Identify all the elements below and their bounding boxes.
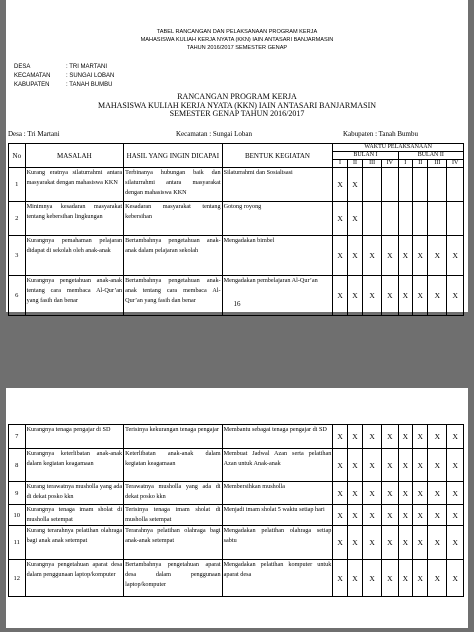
week-mark: X [382, 276, 399, 316]
cell-hasil: Keterlibatan anak-anak dalam kegiatan keagamaan [124, 449, 223, 482]
week-header: III [428, 160, 447, 168]
location-kabupaten: Kabupaten : Tanah Bumbu [343, 130, 419, 138]
week-mark: X [333, 449, 347, 482]
cell-hasil: Terarahnya pelatihan olahraga bagi anak-anak setempat [124, 526, 223, 560]
week-mark: X [428, 425, 447, 449]
week-header: III [363, 160, 382, 168]
week-mark: X [363, 526, 382, 560]
week-mark: X [428, 236, 447, 276]
cell-masalah: Kurangnya pengetahuan aparat desa dalam penggunaan laptop/komputer [25, 560, 124, 597]
week-mark: X [413, 560, 428, 597]
week-mark: X [398, 505, 412, 526]
col-header-bulan-1: BULAN I [333, 152, 398, 160]
table-row [9, 202, 464, 236]
meta-key: KECAMATAN [14, 73, 51, 79]
table-row [9, 276, 464, 316]
header-line-2: MAHASISWA KULIAH KERJA NYATA (KKN) IAIN ANTASARI BANJARMASIN [140, 37, 334, 43]
week-mark: X [382, 449, 399, 482]
week-mark: X [413, 526, 428, 560]
row-number: 3 [9, 236, 26, 276]
cell-masalah: Kurangnya keterlibatan anak-anak dalam kegiatan keagamaan [25, 449, 124, 482]
week-mark: X [447, 526, 464, 560]
meta-kecamatan [14, 72, 114, 81]
cell-hasil: Terisinya kekurangan tenaga pengajar [124, 425, 223, 449]
cell-bentuk: Membersihkan musholla [222, 482, 333, 505]
week-mark: X [398, 560, 412, 597]
table-row [9, 425, 464, 449]
week-mark: X [347, 202, 362, 236]
document-header [6, 28, 468, 52]
week-mark: X [428, 526, 447, 560]
table-row [9, 236, 464, 276]
table-row [9, 449, 464, 482]
cell-bentuk: Mengadakan bimbel [222, 236, 333, 276]
col-header-waktu: WAKTU PELAKSANAAN [333, 144, 464, 152]
col-header-bentuk: BENTUK KEGIATAN [222, 144, 333, 168]
cell-masalah: Kurangnya pengetahuan anak-anak tentang cara membaca Al-Qur’an yang fasih dan benar [25, 276, 124, 316]
cell-masalah: Kurang terarahnya pelatihan olahraga bagi anak anak setempat [25, 526, 124, 560]
week-mark: X [333, 560, 347, 597]
week-mark: X [363, 505, 382, 526]
cell-masalah: Kurangnya tenaga pengajar di SD [25, 425, 124, 449]
week-mark: X [347, 236, 362, 276]
meta-key: DESA [14, 64, 31, 70]
week-mark: X [363, 560, 382, 597]
week-mark: X [347, 276, 362, 316]
week-mark [398, 202, 412, 236]
meta-value: : TANAH BUMBU [66, 82, 113, 88]
col-header-bulan-2: BULAN II [398, 152, 463, 160]
week-mark: X [333, 482, 347, 505]
meta-kabupaten [14, 81, 114, 90]
week-mark: X [398, 276, 412, 316]
week-mark: X [333, 168, 347, 202]
week-mark [428, 168, 447, 202]
cell-hasil: Bertambahnya pengetahuan anak-anak tentang cara membaca Al-Qur’an yang fasih dan benar [124, 276, 223, 316]
week-mark [413, 202, 428, 236]
week-mark: X [413, 449, 428, 482]
meta-value: : TRI MARTANI [66, 64, 108, 70]
cell-bentuk: Menjadi imam sholat 5 waktu setiap hari [222, 505, 333, 526]
row-number: 6 [9, 276, 26, 316]
week-header: I [398, 160, 412, 168]
page-sheet-1 [6, 0, 468, 312]
cell-bentuk: Silaturrahmi dan Sosialisasi [222, 168, 333, 202]
week-mark: X [347, 526, 362, 560]
cell-hasil: Bertambahnya pengetahuan aparat desa dalam penggunaan laptop/komputer [124, 560, 223, 597]
week-mark: X [413, 425, 428, 449]
week-mark: X [428, 560, 447, 597]
cell-bentuk: Membantu sebagai tenaga pengajar di SD [222, 425, 333, 449]
cell-masalah: Kurang eratnya silaturrahmi antara masyarakat dengan mahasiswa KKN [25, 168, 124, 202]
week-mark: X [333, 526, 347, 560]
week-mark: X [398, 425, 412, 449]
week-mark [447, 168, 464, 202]
week-mark: X [363, 425, 382, 449]
week-mark: X [413, 236, 428, 276]
table-row [9, 505, 464, 526]
week-mark: X [413, 505, 428, 526]
week-mark [382, 168, 399, 202]
week-header: II [347, 160, 362, 168]
meta-desa [14, 63, 114, 72]
week-mark [363, 168, 382, 202]
row-number: 7 [9, 425, 26, 449]
cell-bentuk: Mengadakan pelatihan komputer untuk aparat desa [222, 560, 333, 597]
week-mark: X [333, 425, 347, 449]
page-sheet-2 [6, 388, 468, 628]
week-mark: X [428, 505, 447, 526]
cell-masalah: Kurangnya tenaga imam sholat di musholla setempat [25, 505, 124, 526]
row-number: 9 [9, 482, 26, 505]
program-table-page2 [8, 424, 464, 597]
week-mark: X [447, 505, 464, 526]
week-mark [398, 168, 412, 202]
row-number: 10 [9, 505, 26, 526]
week-mark [447, 202, 464, 236]
week-mark: X [382, 505, 399, 526]
program-table-page1 [8, 143, 464, 316]
title-line-3: SEMESTER GENAP TAHUN 2016/2017 [169, 109, 305, 118]
meta-key: KABUPATEN [14, 82, 50, 88]
cell-masalah: Kurangnya pemahaman pelajaran didapat di sekolah oleh anak-anak [25, 236, 124, 276]
week-header: II [413, 160, 428, 168]
location-kecamatan: Kecamatan : Sungai Loban [176, 130, 253, 138]
week-mark: X [413, 276, 428, 316]
week-mark: X [347, 482, 362, 505]
header-line-1: TABEL RANCANGAN DAN PELAKSANAAN PROGRAM KERJA [156, 29, 318, 35]
week-mark: X [398, 449, 412, 482]
title-line-2: MAHASISWA KULIAH KERJA NYATA (KKN) IAIN ANTASARI BANJARMASIN [97, 100, 377, 110]
cell-hasil: Terisinya tenaga imam sholat di musholla setempat [124, 505, 223, 526]
week-mark: X [347, 560, 362, 597]
week-mark: X [398, 526, 412, 560]
week-mark: X [333, 276, 347, 316]
table-row [9, 560, 464, 597]
row-number: 12 [9, 560, 26, 597]
week-mark: X [447, 482, 464, 505]
location-desa: Desa : Tri Martani [8, 130, 60, 138]
week-mark: X [447, 425, 464, 449]
week-mark: X [382, 526, 399, 560]
col-header-no: No [9, 144, 26, 168]
week-header: IV [447, 160, 464, 168]
cell-bentuk: Gotong royong [222, 202, 333, 236]
week-mark: X [363, 449, 382, 482]
title-line-1: RANCANGAN PROGRAM KERJA [177, 92, 297, 101]
week-mark: X [413, 482, 428, 505]
week-mark: X [447, 449, 464, 482]
table-row [9, 526, 464, 560]
week-mark: X [398, 236, 412, 276]
cell-hasil: Terawatnya musholla yang ada di dekat posko kkn [124, 482, 223, 505]
week-mark: X [382, 425, 399, 449]
week-mark: X [447, 236, 464, 276]
week-mark: X [347, 505, 362, 526]
week-mark: X [428, 482, 447, 505]
week-mark: X [363, 482, 382, 505]
cell-bentuk: Mengadakan pembelajaran Al-Qur’an [222, 276, 333, 316]
week-mark: X [382, 482, 399, 505]
week-mark: X [363, 276, 382, 316]
row-number: 1 [9, 168, 26, 202]
week-mark: X [382, 236, 399, 276]
table-row [9, 482, 464, 505]
week-mark: X [428, 449, 447, 482]
week-mark [363, 202, 382, 236]
row-number: 11 [9, 526, 26, 560]
week-mark: X [347, 425, 362, 449]
week-mark: X [363, 236, 382, 276]
col-header-masalah: MASALAH [25, 144, 124, 168]
row-number: 2 [9, 202, 26, 236]
program-title [6, 93, 468, 119]
col-header-hasil: HASIL YANG INGIN DICAPAI [124, 144, 223, 168]
row-number: 8 [9, 449, 26, 482]
table-row [9, 168, 464, 202]
week-header: IV [382, 160, 399, 168]
week-mark: X [398, 482, 412, 505]
week-mark: X [382, 560, 399, 597]
location-meta [14, 63, 114, 90]
cell-masalah: Minimnya kesadaran masyarakat tentang kebersihan lingkungan [25, 202, 124, 236]
meta-value: : SUNGAI LOBAN [66, 73, 115, 79]
cell-hasil: Bertambahnya pengetahuan anak-anak dalam pelajaran sekolah [124, 236, 223, 276]
week-mark: X [428, 276, 447, 316]
cell-hasil: Kesadaran masyarakat tentang kebersihan [124, 202, 223, 236]
week-mark: X [447, 276, 464, 316]
week-mark: X [333, 236, 347, 276]
week-mark [428, 202, 447, 236]
week-mark: X [333, 505, 347, 526]
week-mark [382, 202, 399, 236]
week-header: I [333, 160, 347, 168]
week-mark: X [347, 168, 362, 202]
week-mark: X [447, 560, 464, 597]
cell-hasil: Terbinanya hubungan baik dan silaturrahmi antara masyarakat dengan mahasiswa KKN [124, 168, 223, 202]
week-mark: X [347, 449, 362, 482]
page-number: 16 [233, 300, 241, 308]
cell-bentuk: Membuat Jadwal Azan serta pelatihan Azan untuk Anak-anak [222, 449, 333, 482]
header-line-3: TAHUN 2016/2017 SEMESTER GENAP [186, 45, 288, 51]
week-mark: X [333, 202, 347, 236]
cell-bentuk: Mengadakan pelatihan olahraga setiap sabtu [222, 526, 333, 560]
cell-masalah: Kurang terawatnya musholla yang ada di dekat posko kkn [25, 482, 124, 505]
week-mark [413, 168, 428, 202]
